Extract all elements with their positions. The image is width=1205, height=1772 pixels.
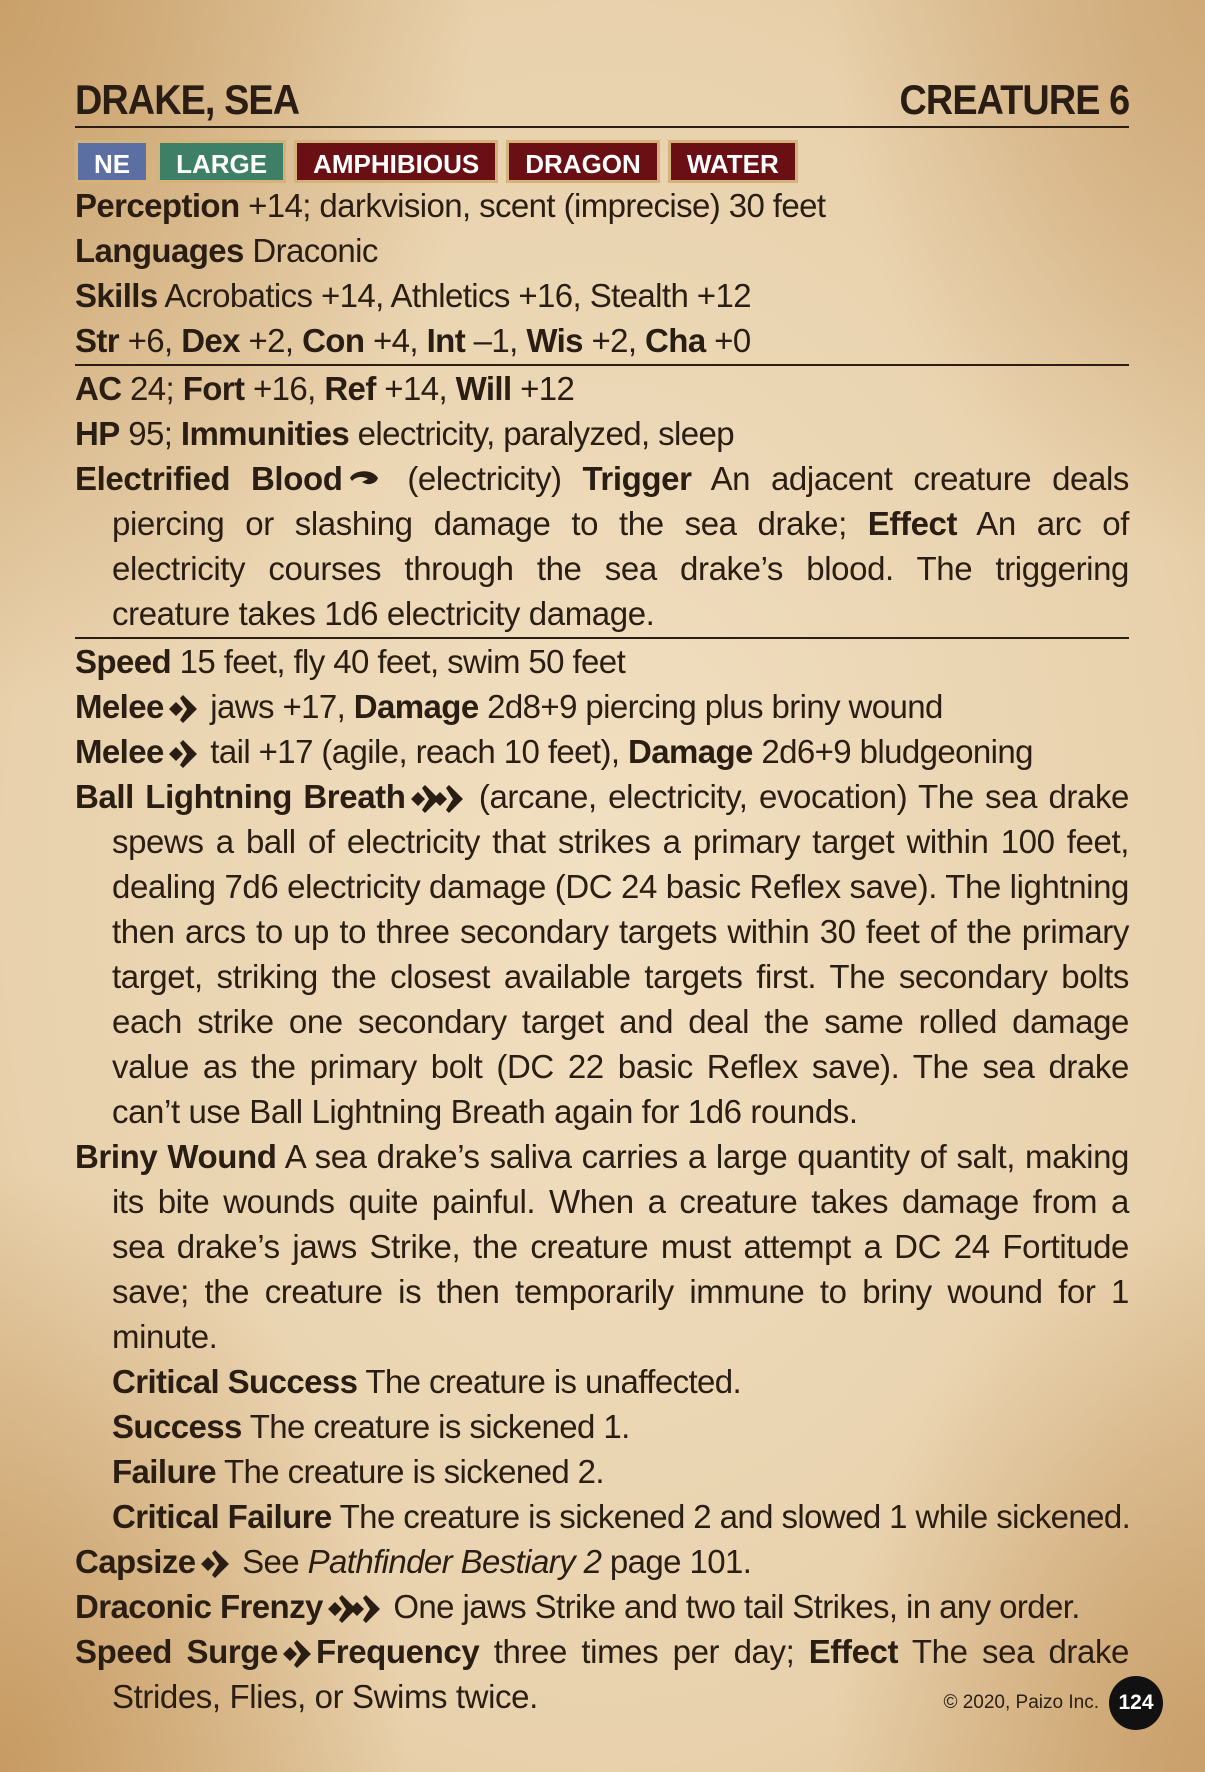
degree-text: The creature is unaffected.: [357, 1363, 742, 1400]
fort-label: Fort: [182, 370, 245, 407]
degree-label: Critical Success: [112, 1363, 358, 1400]
ability-name: Briny Wound: [75, 1138, 277, 1175]
languages-text: Draconic: [243, 232, 378, 269]
perception-label: Perception: [75, 187, 240, 224]
hp-label: HP: [75, 415, 120, 452]
damage-text: 2d8+9 piercing plus briny wound: [478, 688, 943, 725]
will-value: +12: [511, 370, 575, 407]
one-action-icon: [168, 739, 198, 769]
ability-name: Capsize: [75, 1543, 196, 1580]
melee-text: jaws +17,: [201, 688, 354, 725]
damage-label: Damage: [628, 733, 753, 770]
one-action-icon: [168, 694, 198, 724]
perception-text: +14; darkvision, scent (imprecise) 30 feet: [239, 187, 826, 224]
copyright-text: © 2020, Paizo Inc.: [943, 1692, 1099, 1713]
stat-block: [75, 68, 1129, 1719]
degree-label: Critical Failure: [112, 1498, 332, 1535]
speed-text: 15 feet, fly 40 feet, swim 50 feet: [171, 643, 626, 680]
trait-water: WATER: [668, 140, 798, 183]
skills-line: [75, 273, 1129, 318]
draconic-frenzy-ability: [75, 1584, 1129, 1629]
creature-name: DRAKE, SEA: [75, 76, 300, 123]
ability-name: Electrified Blood: [75, 460, 343, 497]
will-label: Will: [455, 370, 512, 407]
melee-label: Melee: [75, 688, 164, 725]
degree-critical-failure: [75, 1494, 1129, 1539]
creature-level: CREATURE 6: [899, 76, 1129, 123]
page-number: 124: [1109, 1676, 1163, 1730]
trait-size: LARGE: [157, 140, 286, 183]
fort-value: +16,: [244, 370, 325, 407]
skills-label: Skills: [75, 277, 158, 314]
title-row: [75, 68, 1129, 128]
cha-label: Cha: [645, 322, 706, 359]
book-reference: Pathfinder Bestiary 2: [307, 1543, 602, 1580]
electrified-blood-ability: [75, 456, 1129, 636]
ability-text-post: page 101.: [601, 1543, 752, 1580]
effect-label: Effect: [808, 1633, 899, 1670]
one-action-icon: [200, 1549, 230, 1579]
melee-text: tail +17 (agile, reach 10 feet),: [201, 733, 628, 770]
two-actions-icon: [410, 784, 464, 814]
ability-text: One jaws Strike and two tail Strikes, in any order.: [384, 1588, 1080, 1625]
wis-value: +2,: [582, 322, 646, 359]
perception-line: [75, 183, 1129, 228]
speed-line: [75, 639, 1129, 684]
ball-lightning-breath-ability: [75, 774, 1129, 1134]
capsize-ability: [75, 1539, 1129, 1584]
int-value: –1,: [465, 322, 527, 359]
frequency-label: Frequency: [316, 1633, 480, 1670]
page-footer: [943, 1676, 1163, 1730]
trait-amphibious: AMPHIBIOUS: [294, 140, 498, 183]
immunities-label: Immunities: [180, 415, 350, 452]
ability-text: A sea drake’s saliva carries a large quantity of salt, making its bite wounds quite painful. When a creature takes damage from a sea drake’s jaws Strike, the creature must attempt a DC 24 Fortitude save; the creature is then temporarily immune to briny wound for 1 minute.: [112, 1138, 1129, 1355]
damage-text: 2d6+9 bludgeoning: [752, 733, 1033, 770]
degree-failure: [75, 1449, 1129, 1494]
int-label: Int: [426, 322, 466, 359]
degree-label: Success: [112, 1408, 242, 1445]
skills-text: Acrobatics +14, Athletics +16, Stealth +12: [157, 277, 751, 314]
immunities-text: electricity, paralyzed, sleep: [349, 415, 734, 452]
one-action-icon: [282, 1639, 312, 1669]
ability-name: Ball Lightning Breath: [75, 778, 406, 815]
str-value: +6,: [119, 322, 182, 359]
ac-label: AC: [75, 370, 122, 407]
degree-text: The creature is sickened 1.: [241, 1408, 630, 1445]
dex-label: Dex: [181, 322, 240, 359]
languages-line: [75, 228, 1129, 273]
degree-critical-success: [75, 1359, 1129, 1404]
ability-name: Draconic Frenzy: [75, 1588, 323, 1625]
melee-label: Melee: [75, 733, 164, 770]
con-label: Con: [302, 322, 365, 359]
melee-jaws: [75, 684, 1129, 729]
two-actions-icon: [327, 1594, 381, 1624]
effect-label: Effect: [867, 505, 958, 542]
degree-label: Failure: [112, 1453, 217, 1490]
ability-text-pre: See: [233, 1543, 308, 1580]
defense-line: [75, 366, 1129, 411]
ability-traits: (electricity): [386, 460, 583, 497]
con-value: +4,: [364, 322, 427, 359]
effect-text: An arc of electricity courses through the sea drake’s blood. The triggering creature takes 1d6 electricity damage.: [112, 505, 1129, 632]
ability-scores-line: [75, 318, 1129, 363]
ability-text: (arcane, electricity, evocation) The sea drake spews a ball of electricity that strikes a primary target within 100 feet, dealing 7d6 electricity damage (DC 24 basic Reflex save). The lightning then arcs to up to three secondary targets within 30 feet of the primary target, striking the closest available targets first. The secondary bolts each strike one secondary target and deal the same rolled damage value as the primary bolt (DC 22 basic Reflex save). The sea drake can’t use Ball Lightning Breath again for 1d6 rounds.: [112, 778, 1129, 1130]
degree-text: The creature is sickened 2.: [216, 1453, 604, 1490]
melee-tail: [75, 729, 1129, 774]
ref-value: +14,: [375, 370, 456, 407]
trigger-text: An adjacent creature deals piercing or slashing damage to the sea drake;: [112, 460, 1129, 542]
trigger-label: Trigger: [582, 460, 692, 497]
degree-text: The creature is sickened 2 and slowed 1 while sickened.: [331, 1498, 1131, 1535]
dex-value: +2,: [239, 322, 303, 359]
trait-dragon: DRAGON: [506, 140, 660, 183]
frequency-text: three times per day;: [479, 1633, 809, 1670]
wis-label: Wis: [526, 322, 583, 359]
degree-success: [75, 1404, 1129, 1449]
str-label: Str: [75, 322, 120, 359]
cha-value: +0: [705, 322, 751, 359]
reaction-icon: [346, 468, 382, 494]
ac-value: 24;: [121, 370, 183, 407]
briny-wound-ability: [75, 1134, 1129, 1359]
ref-label: Ref: [324, 370, 376, 407]
ability-name: Speed Surge: [75, 1633, 278, 1670]
trait-alignment: NE: [75, 140, 149, 183]
languages-label: Languages: [75, 232, 244, 269]
trait-list: [75, 140, 1129, 183]
hp-line: [75, 411, 1129, 456]
damage-label: Damage: [353, 688, 479, 725]
speed-label: Speed: [75, 643, 172, 680]
hp-value: 95;: [119, 415, 181, 452]
effect-text: The sea drake Strides, Flies, or Swims twice.: [112, 1633, 1130, 1715]
